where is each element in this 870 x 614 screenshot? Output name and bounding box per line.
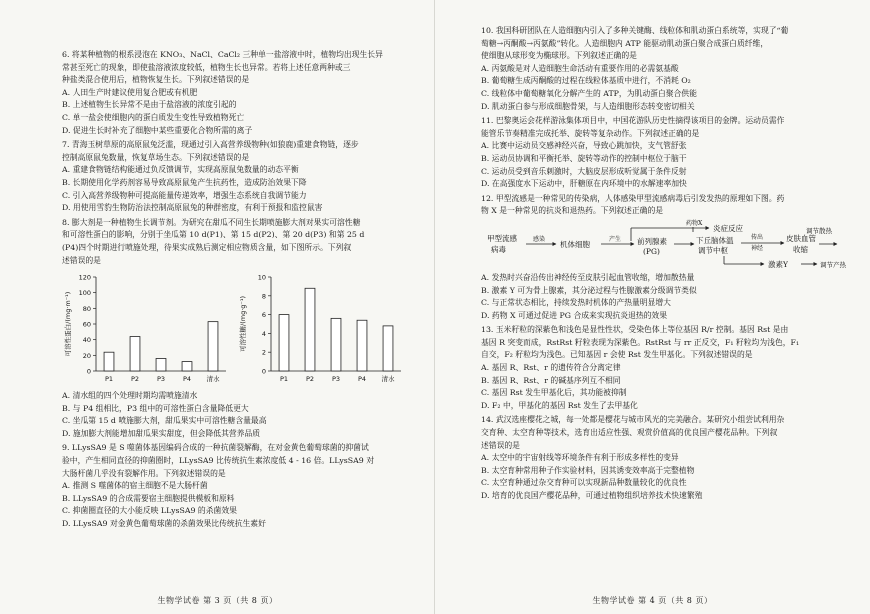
option-a: A. 重建食物链结构能通过负反馈调节，实现高原鼠兔数量的动态平衡 <box>62 165 299 175</box>
x-tick-label: P2 <box>305 375 315 384</box>
option-c: C. 运动员受到音乐刺激时，大脑皮层形成听觉属于条件反射 <box>481 166 687 176</box>
y-tick-label: 2 <box>261 348 266 357</box>
bar <box>305 288 315 371</box>
option-a: A. 发热时兴奋沿传出神经传至皮肤引起血管收缩，增加散热量 <box>481 272 695 282</box>
y-tick-label: 120 <box>78 273 91 282</box>
diagram-svg <box>481 219 846 269</box>
question-10 <box>481 25 846 113</box>
y-tick-label: 100 <box>78 289 91 298</box>
diagram-heat1: 调节散热 <box>806 226 832 235</box>
question-9 <box>62 442 412 530</box>
question-text: 萄糖→丙酮酸→丙氨酸”转化。人造细胞内 ATP 能驱动肌动蛋白聚合成蛋白质纤维， <box>481 38 769 48</box>
bar <box>331 318 341 371</box>
diagram-virus: 病毒 <box>491 244 506 254</box>
question-text: 能管乐节奏精准完成托举、旋转等复杂动作。下列叙述正确的是 <box>481 128 700 138</box>
page-footer: 生物学试卷 第 3 页（共 8 页） <box>157 596 278 605</box>
bar <box>279 315 289 371</box>
option-a: A. 基因 R、Rst、r 的遗传符合分离定律 <box>481 363 621 373</box>
diagram-vessel: 皮肤血管 <box>786 233 816 243</box>
question-6 <box>62 49 412 137</box>
right-page <box>435 0 870 614</box>
option-c: C. 与正常状态相比，持续发热时机体的产热量明显增大 <box>481 298 671 308</box>
option-b: B. 运动员协调和平衡托举、旋转等动作的控制中枢位于脑干 <box>481 153 687 163</box>
diagram-pgabbr: (PG) <box>643 246 660 256</box>
option-c: C. 引入高营养级物种可提高能量传递效率，增强生态系统自我调节能力 <box>62 190 307 200</box>
option-d: D. 施加膨大剂能增加甜瓜果实甜度，但会降低其营养品质 <box>62 428 261 438</box>
x-tick-label: 清水 <box>381 375 395 384</box>
question-text: 8. 膨大剂是一种植物生长调节剂。为研究在甜瓜不同生长期喷施膨大剂对果实可溶性糖 <box>62 217 361 227</box>
question-text: 验中，产生相同直径的抑菌圈时，LLysSA9 比传统抗生素浓度低 4 - 16 倍。LLysSA9 对 <box>62 456 375 466</box>
diagram-inflam: 炎症反应 <box>713 223 743 233</box>
question-text: 12. 甲型流感是一种常见的传染病，人体感染甲型流感病毒后引发发热的原理如下图。药 <box>481 193 785 203</box>
question-text: 物 X 是一种常见的抗炎和退热药。下列叙述正确的是 <box>481 206 664 216</box>
question-8 <box>62 217 412 441</box>
right-column <box>481 23 846 503</box>
question-text: 述错误的是 <box>62 255 101 265</box>
diagram-hormone: 激素Y <box>768 259 788 269</box>
question-text: 基因 R 突变而成，RstRst 籽粒表现为深紫色。RstRst 与 rr 正反交，F₁ 籽粒均为浅色，F₁ <box>481 337 800 347</box>
y-axis-label: 可溶性蛋白/(mg·m⁻¹) <box>64 291 72 357</box>
question-text: 交育种、太空育种等技术，选育出适应性强、观赏价值高的优良国产樱花品种。下列叙 <box>481 428 778 438</box>
bar <box>104 352 114 371</box>
question-text: 11. 巴黎奥运会花样游泳集体项目中，中国花游队历史性摘得该项目的金牌。运动员需作 <box>481 116 785 126</box>
diagram-hypo: 下丘脑体温 <box>696 235 734 245</box>
diagram-cells: 机体细胞 <box>560 239 590 249</box>
y-tick-label: 0 <box>261 367 266 376</box>
question-text: 自交，F₂ 籽粒均为浅色。已知基因 r 会使 Rst 发生甲基化。下列叙述错误的是 <box>481 350 753 360</box>
x-tick-label: P3 <box>331 375 341 384</box>
x-tick-label: P2 <box>130 375 140 384</box>
y-tick-label: 6 <box>261 311 266 320</box>
page-footer: 生物学试卷 第 4 页（共 8 页） <box>592 596 713 605</box>
question-text: 常甚至死亡的现象，即使盐溶液浓度较低，植物生长也异常。若将上述任意两种或三 <box>62 62 351 72</box>
y-axis-label: 可溶性糖/(mg·g⁻¹) <box>239 296 247 353</box>
option-a: A. 太空中的宇宙射线等环境条件有利于形成多样性的变异 <box>481 453 679 463</box>
question-7 <box>62 139 412 215</box>
question-13 <box>481 324 846 412</box>
diagram-center: 调节中枢 <box>698 245 728 255</box>
diagram-nerve1: 传出 <box>751 233 764 241</box>
x-tick-label: P1 <box>279 375 289 384</box>
diagram-flu: 甲型流感 <box>487 233 517 243</box>
option-d: D. F₂ 中，甲基化的基因 Rst 发生了去甲基化 <box>481 400 638 410</box>
option-b: B. 长期使用化学药剂容易导致高原鼠兔产生抗药性，造成防治效果下降 <box>62 177 307 187</box>
question-12 <box>481 193 846 323</box>
option-c: C. 线粒体中葡萄糖氧化分解产生的 ATP，为肌动蛋白聚合供能 <box>481 88 697 98</box>
question-14 <box>481 414 846 502</box>
option-a: A. 比赛中运动员交感神经兴奋，导致心跳加快，支气管舒张 <box>481 141 687 151</box>
bar <box>182 362 192 371</box>
option-b: B. 激素 Y 可为骨上腺素，其分泌过程与性腺激素分级调节类似 <box>481 285 697 295</box>
option-c: C. 抑菌圈直径的大小能反映 LLysSA9 的杀菌效果 <box>62 506 237 516</box>
bar <box>130 337 140 371</box>
option-a: A. 清水组的四个处理时期均需喷施清水 <box>62 391 198 401</box>
option-d: D. 药物 X 可通过促进 PG 合成来实现抗炎退热的效果 <box>481 310 668 320</box>
y-tick-label: 80 <box>82 304 91 313</box>
question-text: 6. 将某种植物的根系浸泡在 KNO₃、NaCl、CaCl₂ 三种单一盐溶液中时，植物均出现生长异 <box>62 50 383 59</box>
fever-mechanism-diagram <box>481 219 846 269</box>
diagram-produce: 产生 <box>609 235 622 243</box>
option-d: D. 用使用雪豹生物防治法控制高原鼠兔的种群密度，有利于预报和监控鼠害 <box>62 203 323 213</box>
question-text: 种盐类混合使用后，植物恢复生长。下列叙述错误的是 <box>62 75 250 85</box>
bar <box>357 320 367 371</box>
question-text: 和可溶性蛋白的影响，分别于坐瓜第 10 d(P1)、第 15 d(P2)、第 20 d(P3) 和第 25 d <box>62 230 365 240</box>
x-tick-label: P3 <box>156 375 166 384</box>
question-11 <box>481 115 846 191</box>
left-column <box>62 47 412 531</box>
question-text: 大肠杆菌几乎没有裂解作用。下列叙述错误的是 <box>62 468 226 478</box>
option-c: C. 坐瓜第 15 d 喷施膨大剂，甜瓜果实中可溶性糖含量最高 <box>62 416 267 426</box>
option-d: D. 肌动蛋白参与形成细胞骨架，与人造细胞形态转变密切相关 <box>481 101 695 111</box>
option-b: B. 基因 R、Rst、r 的碱基序列互不相同 <box>481 375 621 385</box>
y-tick-label: 0 <box>86 367 91 376</box>
diagram-infect: 感染 <box>533 235 546 243</box>
question-text: 述错误的是 <box>481 440 520 450</box>
question-text: 7. 青海玉树草原的高原鼠兔泛滥，现通过引入高营养级物种(如狼鹿)重建食物链，逐步 <box>62 140 359 150</box>
option-b: B. 上述植物生长异常不是由于盐溶液的浓度引起的 <box>62 100 237 110</box>
bar <box>156 359 166 372</box>
question-text: 9. LLysSA9 是 S 噬菌体基因编码合成的一种抗菌裂解酶，在对金黄色葡萄球菌的抑菌试 <box>62 443 369 453</box>
bar <box>208 322 218 371</box>
x-tick-label: P1 <box>104 375 114 384</box>
y-tick-label: 20 <box>82 351 91 360</box>
y-tick-label: 40 <box>82 336 91 345</box>
option-d: D. 培育的优良国产樱花品种，可通过植物组织培养技术快速繁殖 <box>481 491 703 500</box>
diagram-contract: 收缩 <box>793 244 808 254</box>
option-d: D. 促进生长时补充了细胞中某些重要化合物所需的离子 <box>62 125 253 135</box>
protein-bar-chart <box>62 269 232 387</box>
option-b: B. LLysSA9 的合成需要宿主细胞提供模板和原料 <box>62 493 235 503</box>
question-text: 控制高原鼠兔数量，恢复草场生态。下列叙述错误的是 <box>62 152 250 162</box>
option-a: A. 人田生产时建议使用复合肥或有机肥 <box>62 87 198 97</box>
bar <box>383 326 393 371</box>
diagram-nerve2: 神经 <box>751 244 764 252</box>
y-tick-label: 60 <box>82 320 91 329</box>
diagram-drugx: 药物X <box>686 219 703 227</box>
option-c: C. 太空育种通过杂交育种可以实现新品种数量较化的优良性 <box>481 478 687 488</box>
option-d: D. LLysSA9 对金黄色葡萄球菌的杀菌效果比传统抗生素好 <box>62 519 266 529</box>
question-text: 使细胞从球形变为椭球形。下列叙述正确的是 <box>481 51 637 61</box>
y-tick-label: 4 <box>261 329 266 338</box>
question-text: 13. 玉米籽粒的深紫色和浅色是显性性状，受染色体上等位基因 R/r 控制。基因 Rst 是由 <box>481 325 789 335</box>
option-b: B. 与 P4 组相比，P3 组中的可溶性蛋白含量降低更大 <box>62 403 249 413</box>
question-text: 14. 武汉选座樱花之城，每一处都是樱花与城市风光的完美融合。某研究小组尝试利用杂 <box>481 415 785 425</box>
option-b: B. 太空育种常用种子作实验材料，因其诱变效率高于完整植物 <box>481 465 695 475</box>
diagram-pg: 前列腺素 <box>637 236 667 246</box>
x-tick-label: P4 <box>182 375 192 384</box>
sugar-bar-chart <box>237 269 407 387</box>
option-c: C. 单一盐会使细胞内的蛋白质发生变性导致植物死亡 <box>62 112 245 122</box>
x-tick-label: P4 <box>357 375 367 384</box>
bar-charts <box>62 269 412 387</box>
question-text: 10. 我国科研团队在人造细胞内引入了多种关键酶、线粒体和肌动蛋白系统等，实现了“葡 <box>481 26 789 35</box>
option-c: C. 基因 Rst 发生甲基化后，其功能被抑制 <box>481 388 627 398</box>
option-b: B. 葡萄糖生成丙酮酸的过程在线粒体基质中进行，不消耗 O₂ <box>481 76 691 86</box>
diagram-heat2: 调节产热 <box>820 260 846 269</box>
option-a: A. 推测 S 噬菌体的宿主细胞不是大肠杆菌 <box>62 481 208 491</box>
question-text: (P4)四个时期进行喷施处理，待果实成熟后测定相应物质含量，如下图所示。下列叙 <box>62 242 352 252</box>
x-tick-label: 清水 <box>206 375 220 384</box>
option-a: A. 丙氨酸是对人造细胞生命活动有重要作用的必需氨基酸 <box>481 63 679 73</box>
option-d: D. 在高强度水下运动中，肝糖原在内环境中的水解速率加快 <box>481 179 687 189</box>
y-tick-label: 10 <box>257 273 266 282</box>
y-tick-label: 8 <box>261 292 266 301</box>
